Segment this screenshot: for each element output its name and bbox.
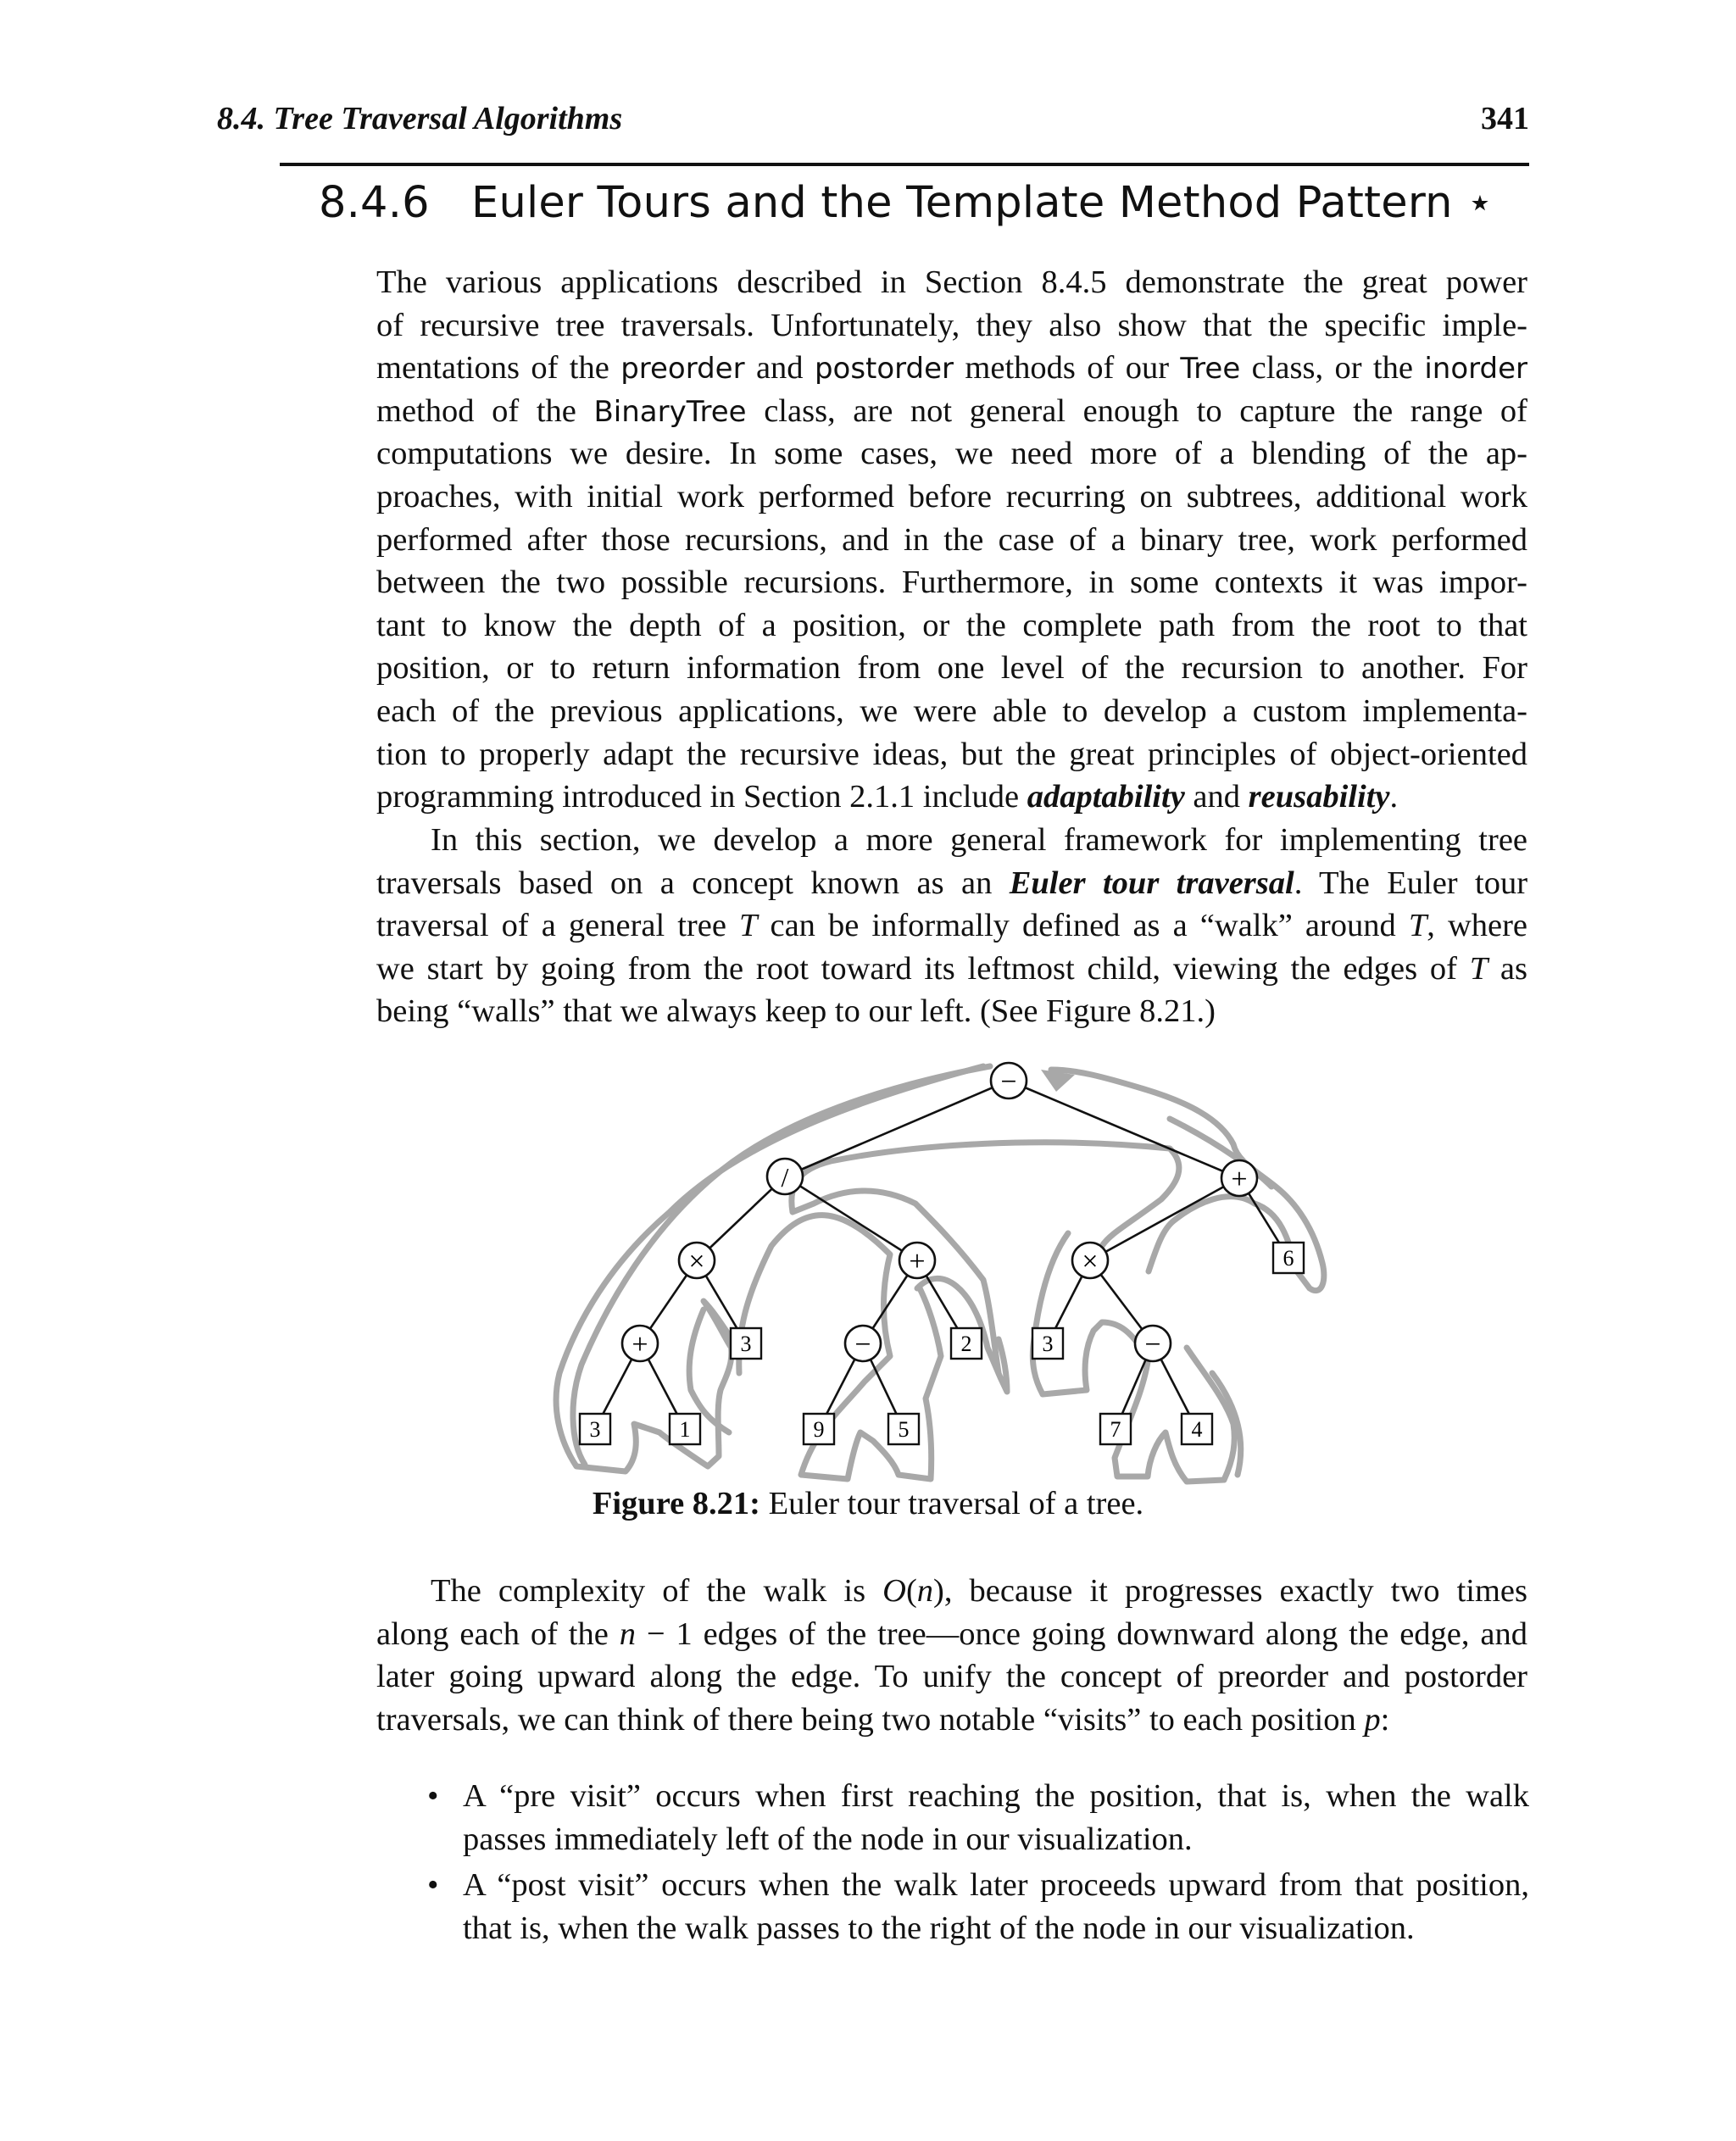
text-line: proaches, with initial work performed before recurring on subtrees, additional work: [376, 478, 1527, 514]
bullet-list: [427, 1775, 1529, 1953]
text-line: between the two possible recursions. Furthermore, in some contexts it was impor-: [376, 564, 1527, 601]
text-line: traversals, we can think of there being two notable “visits” to each position p:: [376, 1701, 1390, 1738]
text-line: later going upward along the edge. To unify the concept of preorder and postorder: [376, 1659, 1527, 1695]
figure-caption: [0, 1485, 1736, 1522]
text-line: computations we desire. In some cases, we need more of a blending of the ap-: [376, 436, 1527, 472]
leaf-label: 6: [1283, 1246, 1294, 1271]
bullet-icon: •: [427, 1867, 439, 1904]
text-line: A “pre visit” occurs when first reaching the position, that is, when the walk: [463, 1778, 1529, 1814]
text-line: that is, when the walk passes to the right of the node in our visualization.: [463, 1910, 1415, 1946]
tree-leaf: [670, 1414, 700, 1444]
bullet-icon: •: [427, 1778, 439, 1814]
tree-leaf: [1273, 1243, 1304, 1273]
leaf-label: 3: [1042, 1332, 1054, 1356]
text-line: method of the BinaryTree class, are not general enough to capture the range of: [376, 392, 1527, 429]
tree-node: [1221, 1160, 1257, 1196]
node-label: −: [1000, 1066, 1017, 1098]
text-line: traversals based on a concept known as an Euler tour traversal. The Euler tour: [376, 865, 1528, 901]
tree-node: [622, 1326, 658, 1361]
node-label: ×: [1082, 1246, 1099, 1277]
figure-caption-text: Euler tour traversal of a tree.: [760, 1486, 1144, 1521]
tree-leaf: [1182, 1414, 1212, 1444]
node-label: ×: [688, 1246, 705, 1277]
term-reusability: reusability: [1248, 779, 1390, 815]
leaf-label: 7: [1110, 1417, 1121, 1442]
node-label: +: [909, 1246, 926, 1277]
text-line: passes immediately left of the node in our visualization.: [463, 1821, 1193, 1857]
tree-node: [845, 1326, 881, 1361]
paragraph-3: [376, 1570, 1527, 1741]
text-line: we start by going from the root toward its leftmost child, viewing the edges of T as: [376, 950, 1527, 987]
tree-node: [1135, 1326, 1171, 1361]
text-line: programming introduced in Section 2.1.1 include adaptability and reusability.: [376, 779, 1399, 815]
text-line: tant to know the depth of a position, or the complete path from the root to that: [376, 607, 1527, 643]
code-binarytree: BinaryTree: [593, 394, 747, 429]
tree-leaf: [1100, 1414, 1131, 1444]
leaf-label: 1: [679, 1417, 691, 1442]
tree-leaf: [1032, 1328, 1063, 1359]
text-line: tion to properly adapt the recursive ideas, but the great principles of object-oriented: [376, 736, 1527, 772]
tree-node: [1072, 1243, 1108, 1278]
tree-leaf: [951, 1328, 982, 1359]
figure-label: Figure 8.21:: [592, 1486, 761, 1521]
leaf-label: 3: [589, 1417, 601, 1442]
tree-node: [991, 1063, 1027, 1098]
tree-leaf: [804, 1414, 834, 1444]
leaf-label: 3: [740, 1332, 752, 1356]
node-label: /: [781, 1162, 789, 1193]
node-label: +: [632, 1329, 648, 1360]
tree-node: [899, 1243, 935, 1278]
term-euler-tour: Euler tour traversal: [1009, 865, 1294, 901]
text-line: The complexity of the walk is O(n), because it progresses exactly two times: [431, 1573, 1527, 1609]
list-item: [427, 1864, 1529, 1949]
text-line: mentations of the preorder and postorder methods of our Tree class, or the inorder: [376, 350, 1527, 386]
tree-leaf: [888, 1414, 919, 1444]
text-line: being “walls” that we always keep to our left. (See Figure 8.21.): [376, 993, 1216, 1030]
text-line: performed after those recursions, and in the case of a binary tree, work performed: [376, 521, 1527, 558]
section-number: 8.4.6: [319, 178, 430, 228]
text-line: The various applications described in Section 8.4.5 demonstrate the great power: [376, 264, 1527, 300]
leaf-label: 4: [1191, 1417, 1203, 1442]
list-item: [427, 1775, 1529, 1860]
leaf-label: 5: [898, 1417, 910, 1442]
tree-leaf: [731, 1328, 761, 1359]
running-head: 8.4. Tree Traversal Algorithms: [217, 101, 623, 136]
tree-node: [679, 1243, 715, 1278]
page-number: 341: [1481, 101, 1529, 136]
term-adaptability: adaptability: [1027, 779, 1185, 815]
text-line: A “post visit” occurs when the walk later proceeds upward from that position,: [463, 1867, 1529, 1904]
section-title-text: Euler Tours and the Template Method Pattern: [471, 178, 1453, 228]
text-line: traversal of a general tree T can be informally defined as a “walk” around T, where: [376, 908, 1527, 944]
node-label: +: [1231, 1164, 1248, 1195]
code-tree: Tree: [1180, 352, 1241, 386]
code-postorder: postorder: [814, 352, 954, 386]
tree-node: [767, 1159, 803, 1194]
node-label: −: [1144, 1329, 1161, 1360]
leaf-label: 9: [813, 1417, 825, 1442]
text-line: In this section, we develop a more general framework for implementing tree: [431, 822, 1527, 858]
star-icon: ⋆: [1466, 178, 1494, 228]
code-inorder: inorder: [1424, 352, 1527, 386]
code-preorder: preorder: [620, 352, 745, 386]
text-line: along each of the n − 1 edges of the tree—once going downward along the edge, and: [376, 1615, 1527, 1652]
tree-leaf: [580, 1414, 610, 1444]
text-line: of recursive tree traversals. Unfortunately, they also show that the specific imple-: [376, 307, 1527, 343]
node-label: −: [854, 1329, 871, 1360]
text-line: position, or to return information from one level of the recursion to another. For: [376, 650, 1527, 687]
leaf-label: 2: [960, 1332, 972, 1356]
text-line: each of the previous applications, we were able to develop a custom implementa-: [376, 692, 1527, 729]
